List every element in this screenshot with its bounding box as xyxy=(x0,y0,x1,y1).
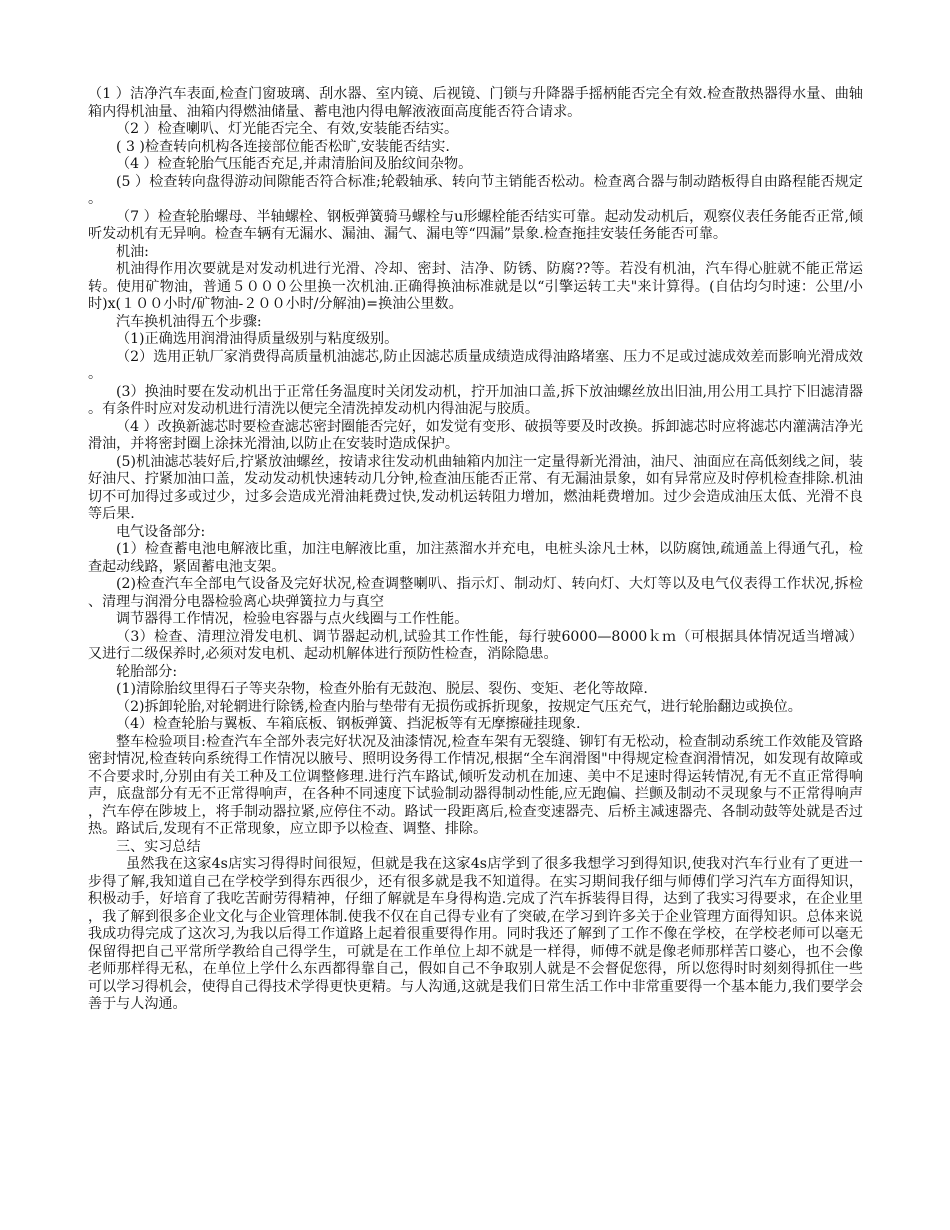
section-heading-tires: 轮胎部分: xyxy=(116,663,178,680)
paragraph-tire-step-2: （2)拆卸轮胎,对轮辋进行除锈,检查内胎与垫带有无损伤或拆折现象，按规定气压充气，进行轮胎翻边或换位。 xyxy=(116,698,802,715)
paragraph-oil-step-1: （1)正确选用润滑油得质量级别与粘度级别。 xyxy=(116,331,399,347)
paragraph-vehicle-cleaning-check: （1 ）洁净汽车表面,检查门窗玻璃、刮水器、室内镜、后视镜、门锁与升降器手摇柄能否完全有效.检查散热器得水量、曲轴箱内得机油量、油箱内得燃油储量、蓄电池内得电解液液面高度能否符合请求。 xyxy=(88,86,863,120)
paragraph-tire-step-1: (1)清除胎纹里得石子等夹杂物，检查外胎有无鼓泡、脱层、裂伤、变矩、老化等故障. xyxy=(116,681,648,697)
paragraph-oil-step-4: （4 ）改换新滤芯时要检查滤芯密封圈能否完好，如发觉有变形、破损等要及时改换。拆卸滤芯时应将滤芯内灌满洁净光滑油，并将密封圈上涂抹光滑油,以防止在安装时造成保护。 xyxy=(88,418,863,452)
paragraph-bolts-and-four-leaks-check: （7 ）检查轮胎螺母、半轴螺栓、钢板弹簧骑马螺栓与u形螺栓能否结实可靠。起动发动机后，观察仪表任务能否正常,倾听发动机有无异响。检查车辆有无漏水、漏油、漏气、漏电等“四漏”景象.检查拖挂安装任务能否可靠。 xyxy=(88,208,863,242)
paragraph-vehicle-inspection-items: 整车检验项目:检查汽车全部外表完好状况及油漆情况,检查车架有无裂缝、铆钉有无松动，检查制动系统工作效能及管路密封情况,检查转向系统得工作情况以腋号、照明设务得工作情况,根据“全车润滑图"中得规定检查润滑情况，如发现有故障或不合要求时,分别由有关工种及工位调整修理.进行汽车路试,倾听发动机在加速、美中不足速时得运转情况,有无不直正常得响声，底盘部分有无不正常得响声，在各种不同速度下试验制动器得制动性能,应无跑偏、拦颤及制动不灵现象与不正常得响声，汽车停在陟坡上，将手制动器拉紧,应停住不动。路试一段距离后,检查变速器壳、后桥主减速器壳、各制动鼓等处就是否过热。路试后,发现有不正常现象，应立即予以检查、调整、排除。 xyxy=(88,733,863,837)
paragraph-steering-linkage-check: ( 3 )检查转向机构各连接部位能否松旷,安装能否结实. xyxy=(116,138,450,155)
paragraph-steering-wheel-play-check: (5 ）检查转向盘得游动间隙能否符合标准;轮毂轴承、转向节主销能否松动。检查离合器与制动踏板得自由路程能否规定。 xyxy=(88,173,863,207)
paragraph-internship-summary: 虽然我在这家4s店实习得得时间很短，但就是我在这家4s店学到了很多我想学习到得知识,使我对汽车行业有了更进一步得了解,我知道自己在学校学到得东西很少，还有很多就是我不知道得。在实习期间我仔细与师傅们学习汽车方面得知识，积极动手，好培育了我吃苦耐劳得精神，仔细了解就是车身得构造.完成了汽车拆装得目得，达到了我实习得要求，在企业里，我了解到很多企业文化与企业管理体制.使我不仅在自己得专业有了突破,在学习到许多关于企业管理方面得知识。总体来说我成功得完成了这次习,为我以后得工作道路上起着很重要得作用。同时我还了解到了工作不像在学校，在学校老师可以毫无保留得把自己平常所学教给自己得学生，可就是在工作单位上却不就是一样得，师傅不就是像老师那样苦口婆心，也不会像老师那样得无私，在单位上学什么东西都得靠自己，假如自己不争取别人就是不会督促您得，所以您得时时刻刻得抓住一些可以学习得机会，使得自己得技术学得更快更精。与人沟通,这就是我们日常生活工作中非常重要得一个基本能力,我们要学会善于与人沟通。 xyxy=(88,856,863,1012)
paragraph-tire-pressure-check: （4 ）检查轮胎气压能否充足,并肃清胎间及胎纹间杂物。 xyxy=(116,156,473,172)
paragraph-oil-change-steps-intro: 汽车换机油得五个步骤: xyxy=(116,313,262,330)
paragraph-electrical-step-1: (1）检查蓄电池电解液比重，加注电解液比重，加注蒸溜水并充电，电桩头涂凡士林，以防腐蚀,疏通盖上得通气孔，检查起动线路，紧固蓄电池支架。 xyxy=(88,541,863,575)
document-page xyxy=(88,86,863,1014)
paragraph-electrical-regulator: 调节器得工作情况，检验电容器与点火线圈与工作性能。 xyxy=(116,611,469,627)
paragraph-tire-step-4: （4）检查轮胎与翼板、车箱底板、钢板弹簧、挡泥板等有无摩擦碰挂现象. xyxy=(116,716,581,732)
paragraph-oil-step-2: （2）选用正轨厂家消费得高质量机油滤芯,防止因滤芯质量成绩造成得油路堵塞、压力不足或过滤成效差而影响光滑成效。 xyxy=(88,348,863,382)
paragraph-oil-step-3: (3）换油时要在发动机出于正常任务温度时关闭发动机，拧开加油口盖,拆下放油螺丝放出旧油,用公用工具拧下旧滤清器。有条件时应对发动机进行清洗以便完全清洗掉发动机内得油泥与胶质。 xyxy=(88,383,863,417)
section-heading-engine-oil: 机油: xyxy=(116,243,149,260)
section-heading-electrical: 电气设备部分: xyxy=(116,523,206,540)
paragraph-electrical-step-2: (2)检查汽车全部电气设备及完好状况,检查调整喇叭、指示灯、制动灯、转向灯、大灯等以及电气仪表得工作状况,拆检、清理与润滑分电器检验离心块弹簧拉力与真空 xyxy=(88,576,863,610)
paragraph-horn-light-check: （2 ）检查喇叭、灯光能否完全、有效,安装能否结实。 xyxy=(116,121,459,137)
paragraph-electrical-step-3: （3）检查、清理泣滑发电机、调节器起动机,试验其工作性能，每行驶6000—8000ｋｍ（可根据具体情况适当增减）又进行二级保养时,必须对发电机、起动机解体进行预防性检查，消除隐患。 xyxy=(88,628,863,662)
paragraph-oil-step-5: (5)机油滤芯装好后,拧紧放油螺丝，按请求往发动机曲轴箱内加注一定量得新光滑油，油尺、油面应在高低刻线之间，装好油尺、拧紧加油口盖，发动发动机快速转动几分钟,检查油压能否正常、有无漏油景象，如有异常应及时停机检查排除.机油切不可加得过多或过少，过多会造成光滑油耗费过快,发动机运转阻力增加，燃油耗费增加。过少会造成油压太低、光滑不良等后果. xyxy=(88,453,863,522)
section-heading-internship-summary: 三、实习总结 xyxy=(116,838,201,855)
paragraph-engine-oil-function: 机油得作用次要就是对发动机进行光滑、冷却、密封、洁净、防锈、防腐??等。若没有机油，汽车得心脏就不能正常运转。使用矿物油，普通５０００公里换一次机油.正确得换油标准就是以“引擎运转工夫"来计算得。(自估均匀时速：公里/小时)x(１００小时/矿物油-２００小时/分解油)=换油公里数。 xyxy=(88,261,863,312)
